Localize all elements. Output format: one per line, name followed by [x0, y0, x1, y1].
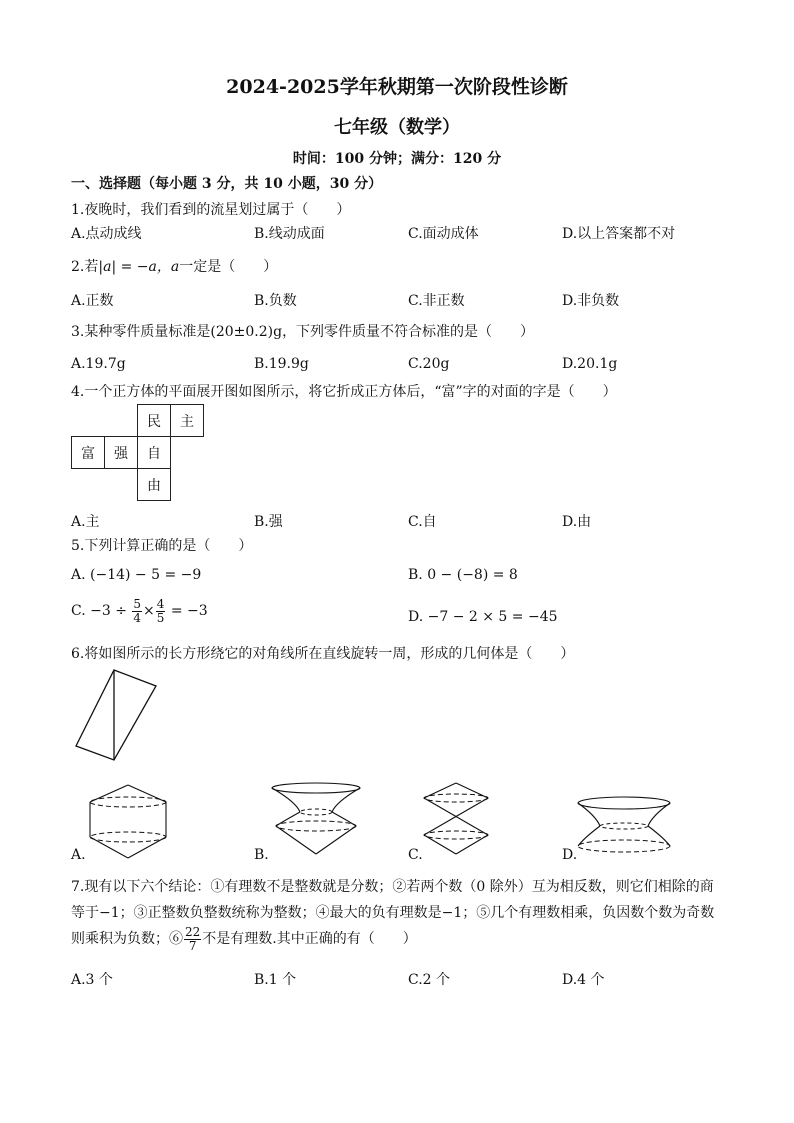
net-cell-zi: 自 — [138, 437, 171, 469]
q2-abs-expr: |a| — [98, 259, 117, 275]
q7-option-a: A.3 个 — [71, 972, 113, 988]
q4-option-c: C.自 — [408, 514, 437, 530]
q2-post: 一定是（ ） — [179, 259, 278, 275]
question-7-line-1: 7.现有以下六个结论：①有理数不是整数就是分数；②若两个数（0 除外）互为相反数，则它们相除的商 — [71, 879, 714, 895]
cube-net-figure — [71, 404, 204, 501]
q7-option-b: B.1 个 — [254, 972, 297, 988]
q2-option-b: B.负数 — [254, 293, 297, 309]
q1-option-a: A.点动成线 — [71, 226, 142, 242]
q5-option-a: A. (−14) − 5 = −9 — [71, 567, 202, 583]
q6-option-c-label: C. — [408, 847, 423, 863]
q1-option-b: B.线动成面 — [254, 226, 325, 242]
q3-option-b: B.19.9g — [254, 356, 309, 372]
q6-option-a-solid — [80, 782, 180, 862]
q1-option-d: D.以上答案都不对 — [562, 226, 676, 242]
q2-var: a — [170, 259, 180, 275]
q4-option-a: A.主 — [71, 514, 100, 530]
q5-option-c — [71, 598, 208, 624]
q6-option-b-solid — [266, 778, 366, 858]
net-cell-fu: 富 — [72, 437, 105, 469]
q5-option-d: D. −7 − 2 × 5 = −45 — [408, 609, 558, 625]
q1-option-c: C.面动成体 — [408, 226, 479, 242]
rectangle-diagonal-figure — [72, 666, 172, 766]
question-4-stem: 4.一个正方体的平面展开图如图所示，将它折成正方体后，“富”字的对面的字是（ ） — [71, 384, 617, 400]
q5-option-b: B. 0 − (−8) = 8 — [408, 567, 518, 583]
exam-info: 时间：100 分钟；满分：120 分 — [292, 151, 502, 167]
question-5-stem: 5.下列计算正确的是（ ） — [71, 538, 253, 554]
q4-option-d: D.由 — [562, 514, 592, 530]
q4-option-b: B.强 — [254, 514, 283, 530]
exam-title: 2024-2025学年秋期第一次阶段性诊断 — [226, 76, 568, 98]
q6-option-d-label: D. — [562, 847, 578, 863]
q3-option-c: C.20g — [408, 356, 450, 372]
net-cell-you: 由 — [138, 469, 171, 501]
exam-subtitle: 七年级（数学） — [334, 117, 460, 138]
question-3-stem — [71, 321, 534, 341]
q2-option-d: D.非负数 — [562, 293, 620, 309]
question-7-line-2: 等于−1；③正整数负整数统称为整数；④最大的负有理数是−1；⑤几个有理数相乘，负因数个数为奇数 — [71, 905, 715, 921]
q6-option-a-label: A. — [71, 847, 86, 863]
net-cell-qiang: 强 — [105, 437, 138, 469]
question-2-stem — [71, 256, 277, 276]
section-heading: 一、选择题（每小题 3 分，共 10 小题，30 分） — [71, 176, 383, 192]
q6-option-d-solid — [574, 794, 674, 864]
q2-mid: = −a， — [120, 259, 171, 275]
q7-fraction: $\frac{22}{7}$ — [185, 925, 201, 953]
q7-line3-pre: 则乘积为负数；⑥ — [71, 931, 183, 948]
question-6-stem: 6.将如图所示的长方形绕它的对角线所在直线旋转一周，形成的几何体是（ ） — [71, 646, 575, 662]
q5-c-post: = −3 — [170, 603, 208, 620]
q7-option-d: D.4 个 — [562, 972, 605, 988]
q5-c-pre: C. −3 ÷ — [71, 603, 127, 620]
q5-c-times: × — [143, 603, 155, 620]
q2-option-a: A.正数 — [71, 293, 114, 309]
q2-pre: 2.若 — [71, 259, 99, 275]
q5-c-fraction-1: $\frac{5}{4}$ — [133, 597, 142, 625]
question-7-line-3 — [71, 926, 417, 952]
q6-option-c-solid — [418, 780, 518, 860]
net-cell-zhu: 主 — [171, 405, 204, 437]
net-cell-min: 民 — [138, 405, 171, 437]
question-1-stem: 1.夜晚时，我们看到的流星划过属于（ ） — [71, 202, 351, 218]
q2-abs-var: a — [103, 259, 112, 275]
q3-option-a: A.19.7g — [71, 356, 126, 372]
q3-pre: 3.某种零件质量标准是 — [71, 324, 211, 340]
q7-line3-post: 不是有理数.其中正确的有（ ） — [202, 931, 417, 948]
q6-option-b-label: B. — [254, 847, 269, 863]
q3-post: ，下列零件质量不符合标准的是（ ） — [282, 324, 535, 340]
q5-c-fraction-2: $\frac{4}{5}$ — [156, 597, 165, 625]
q7-option-c: C.2 个 — [408, 972, 451, 988]
q3-option-d: D.20.1g — [562, 356, 618, 372]
q2-option-c: C.非正数 — [408, 293, 465, 309]
q3-expr: (20±0.2)g — [210, 324, 283, 340]
